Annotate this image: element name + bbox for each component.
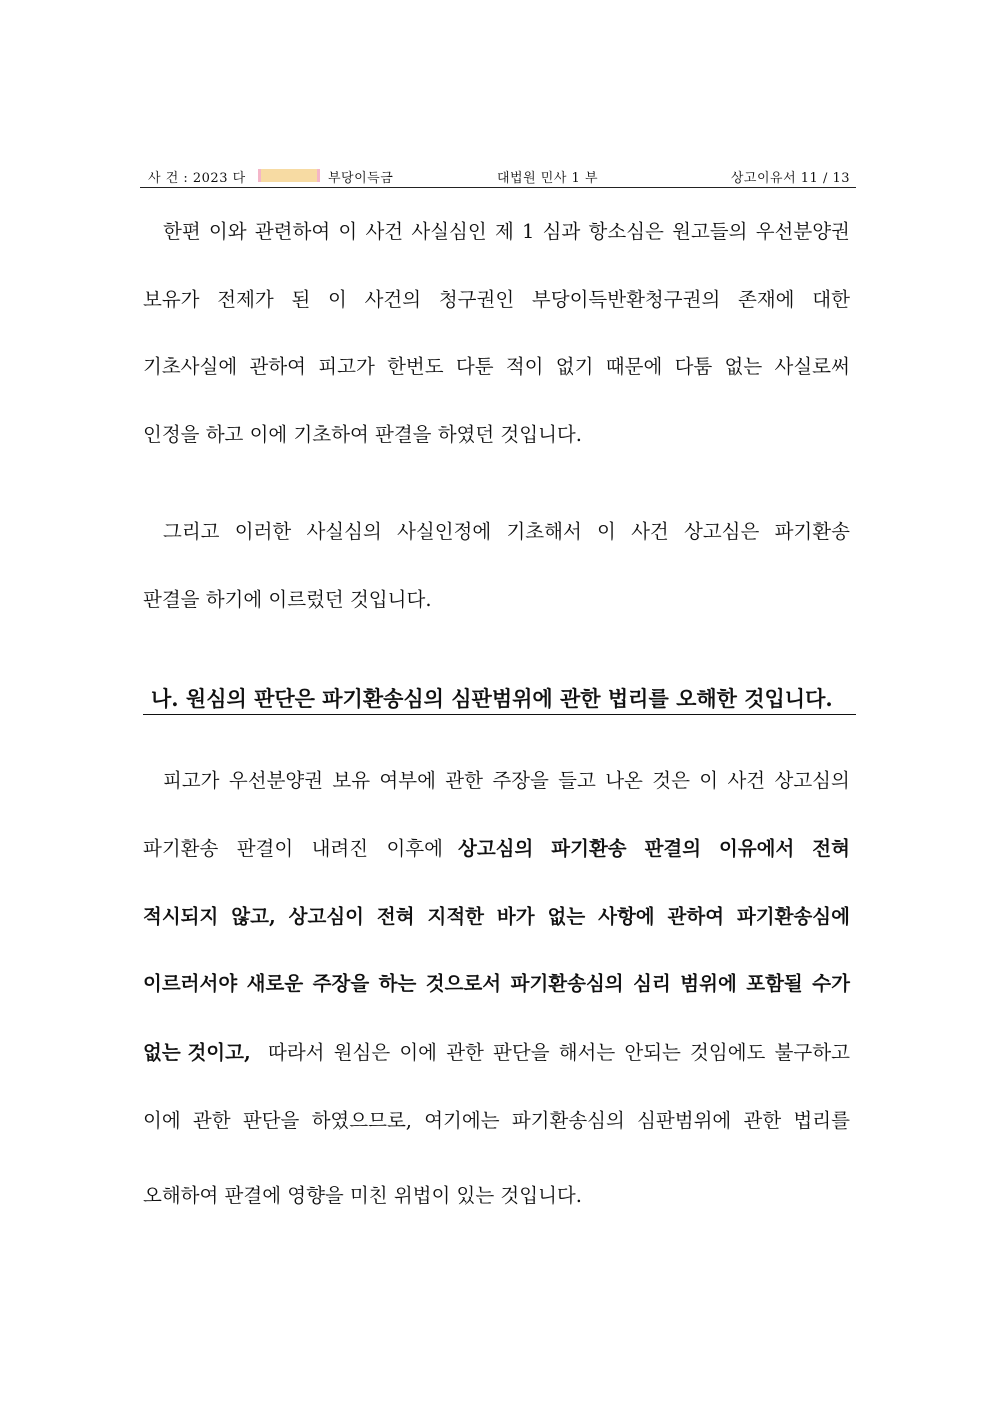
body-line: 판결을 하기에 이르렀던 것입니다. [143,588,432,611]
body-line: 오해하여 판결에 영향을 미친 위법이 있는 것입니다. [143,1184,582,1207]
body-line-mixed [143,1039,850,1067]
plain-words: 따라서 원심은 이에 관한 판단을 해서는 안되는 것임에도 불구하고 [268,1041,850,1064]
running-header [140,165,856,188]
redaction-block [258,169,320,182]
court-name: 대법원 민사 1 부 [497,171,599,186]
body-line: 이에 관한 판단을 하였으므로, 여기에는 파기환송심의 심판범위에 관한 법리를 [143,1109,850,1132]
body-line: 피고가 우선분양권 보유 여부에 관한 주장을 들고 나온 것은 이 사건 상고심의 [163,769,850,792]
bold-words: 없는 것이고, [143,1041,251,1064]
body-line: 그리고 이러한 사실심의 사실인정에 기초해서 이 사건 상고심은 파기환송 [163,520,850,543]
bold-words: 상고심의 파기환송 판결의 이유에서 전혀 [458,837,850,860]
case-number-label: 사 건 : 2023 다 [148,171,246,186]
body-line: 기초사실에 관하여 피고가 한번도 다툰 적이 없기 때문에 다툼 없는 사실로써 [143,355,850,378]
body-line: 인정을 하고 이에 기초하여 판결을 하였던 것입니다. [143,423,582,446]
case-type: 부당이득금 [328,171,394,186]
section-heading: 나. 원심의 판단은 파기환송심의 심판범위에 관한 법리를 오해한 것입니다. [143,685,856,715]
body-line: 한편 이와 관련하여 이 사건 사실심인 제 1 심과 항소심은 원고들의 우선분양권 [163,220,850,243]
body-line-bold: 적시되지 않고, 상고심이 전혀 지적한 바가 없는 사항에 관하여 파기환송심에 [143,905,850,928]
body-line-bold: 이르러서야 새로운 주장을 하는 것으로서 파기환송심의 심리 범위에 포함될 수가 [143,972,850,995]
body-line: 보유가 전제가 된 이 사건의 청구권인 부당이득반환청구권의 존재에 대한 [143,288,850,311]
body-line-mixed [143,835,850,863]
plain-words: 파기환송 판결이 내려진 이후에 [143,837,443,860]
page-indicator: 상고이유서 11 / 13 [730,171,850,186]
